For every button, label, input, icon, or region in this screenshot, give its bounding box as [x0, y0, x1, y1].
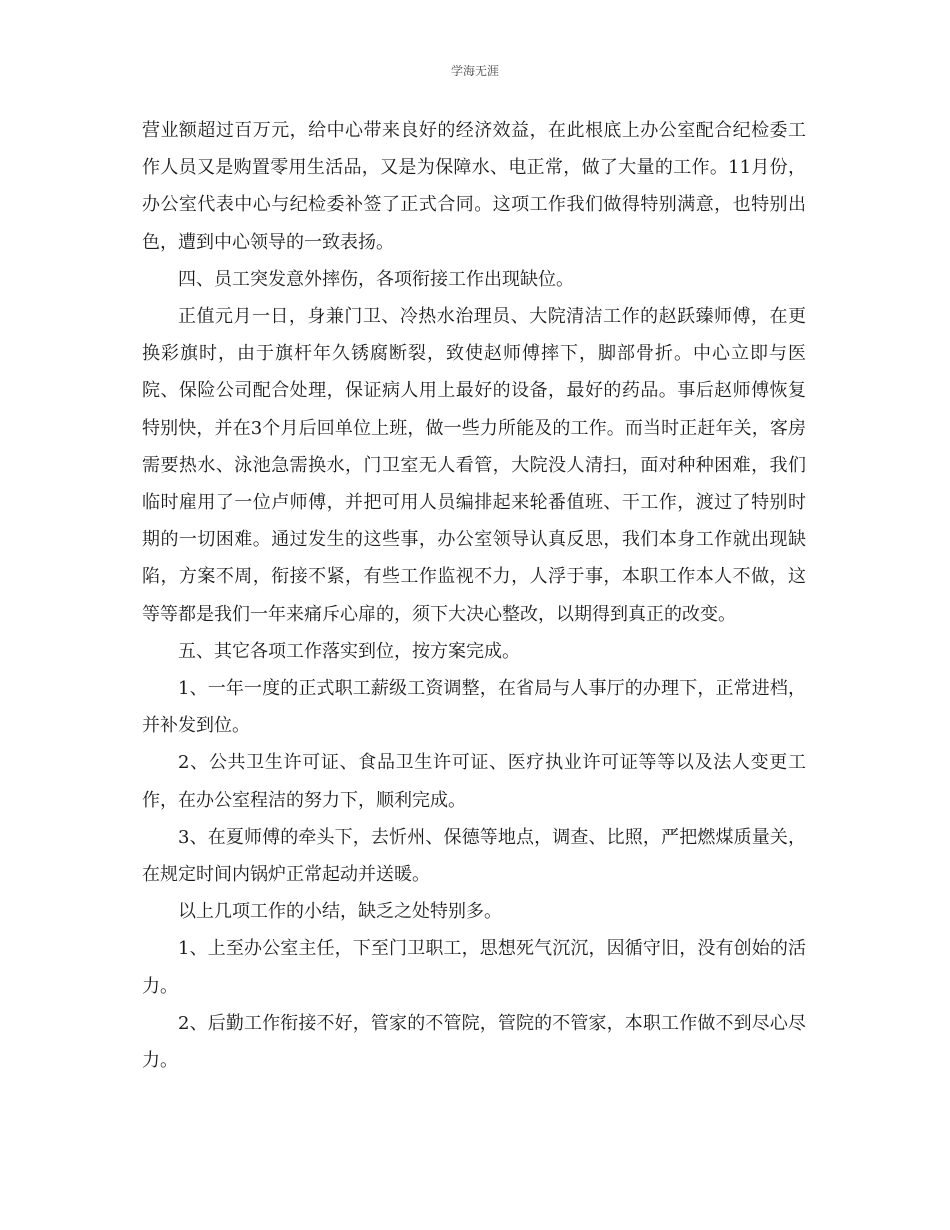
- list-item: 2、后勤工作衔接不好，管家的不管院，管院的不管家，本职工作做不到尽心尽力。: [142, 1012, 806, 1072]
- list-item: 1、一年一度的正式职工薪级工资调整，在省局与人事厅的办理下，正常进档，并补发到位。: [142, 678, 806, 737]
- section-heading: 五、其它各项工作落实到位，按方案完成。: [178, 640, 520, 662]
- paragraph: 营业额超过百万元，给中心带来良好的经济效益，在此根底上办公室配合纪检委工作人员又是购置零用生活品，又是为保障水、电正常，做了大量的工作。11月份，办公室代表中心与纪检委补签了正式合同。这项工作我们做得特别满意，也特别出色，遭到中心领导的一致表扬。: [142, 120, 806, 253]
- list-item: 1、上至办公室主任，下至门卫职工，思想死气沉沉，因循守旧，没有创始的活力。: [142, 938, 806, 997]
- paragraph: 正值元月一日，身兼门卫、冷热水治理员、大院清洁工作的赵跃臻师傅，在更换彩旗时，由于旗杆年久锈腐断裂，致使赵师傅摔下，脚部骨折。中心立即与医院、保险公司配合处理，保证病人用上最好的设备，最好的药品。事后赵师傅恢复特别快，并在3个月后回单位上班，做一些力所能及的工作。而当时正赶年关，客房需要热水、泳池急需换水，门卫室无人看管，大院没人清扫，面对种种困难，我们临时雇用了一位卢师傅，并把可用人员编排起来轮番值班、干工作，渡过了特别时期的一切困难。通过发生的这些事，办公室领导认真反思，我们本身工作就出现缺陷，方案不周，衔接不紧，有些工作监视不力，人浮于事，本职工作本人不做，这等等都是我们一年来痛斥心扉的，须下大决心整改，以期得到真正的改变。: [142, 306, 806, 625]
- list-item: 2、公共卫生许可证、食品卫生许可证、医疗执业许可证等等以及法人变更工作，在办公室程洁的努力下，顺利完成。: [142, 752, 806, 811]
- section-heading: 四、员工突发意外摔伤，各项衔接工作出现缺位。: [178, 268, 574, 290]
- list-item: 3、在夏师傅的牵头下，去忻州、保德等地点，调查、比照，严把燃煤质量关，在规定时间内锅炉正常起动并送暖。: [142, 826, 806, 886]
- document-body: [142, 112, 806, 1079]
- page-header: 学海无涯: [450, 64, 499, 78]
- paragraph: 以上几项工作的小结，缺乏之处特别多。: [178, 901, 502, 923]
